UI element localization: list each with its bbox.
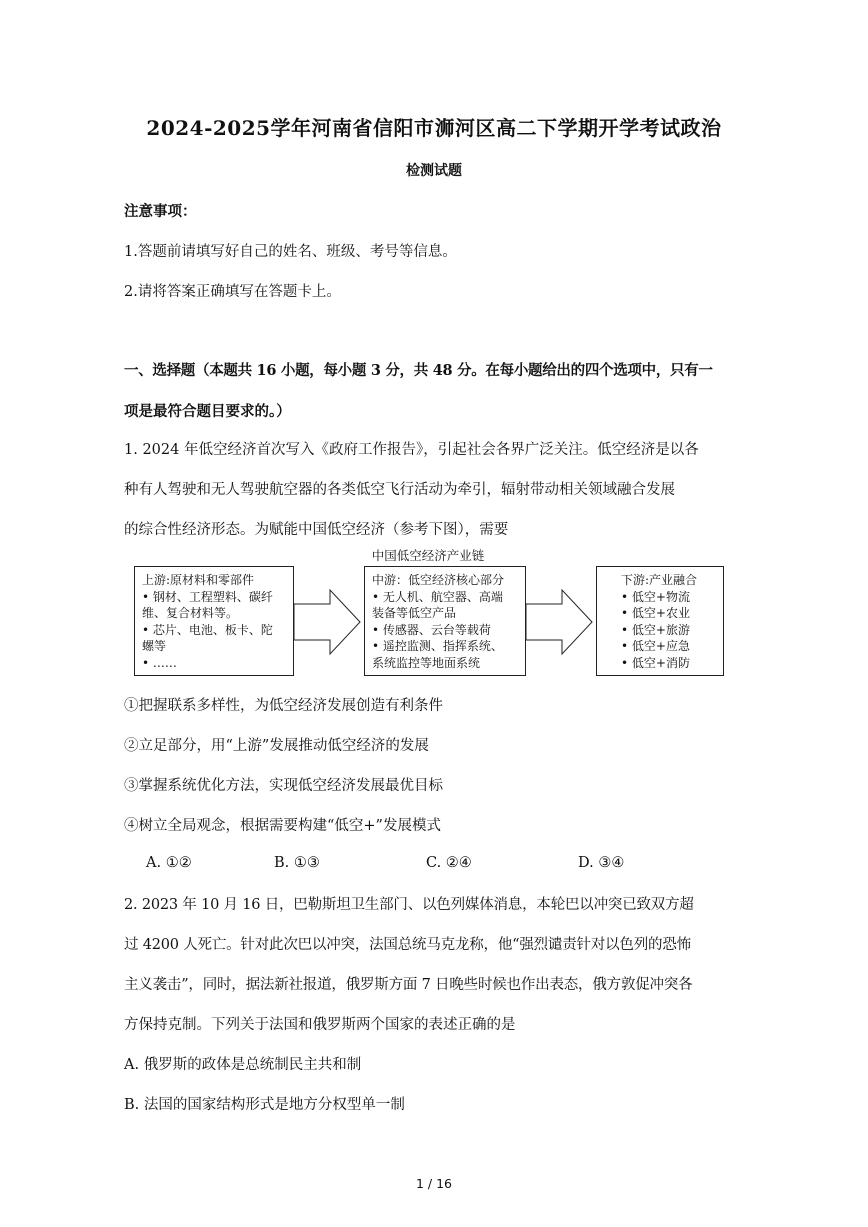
question2-line3: 主义袭击”，同时，据法新社报道，俄罗斯方面 7 日晚些时候也作出表态，俄方敦促冲突各 bbox=[124, 977, 693, 993]
upstream-box bbox=[134, 566, 294, 676]
midstream-line: 中游：低空经济核心部分 bbox=[372, 573, 505, 587]
question2-line2: 过 4200 人死亡。针对此次巴以冲突，法国总统马克龙称，他“强烈谴责针对以色列的恐怖 bbox=[124, 937, 691, 953]
upstream-line: • 芯片、电池、板卡、陀 bbox=[142, 622, 273, 637]
downstream-box bbox=[596, 566, 724, 676]
question2-line1: 2. 2023 年 10 月 16 日，巴勒斯坦卫生部门、以色列媒体消息，本轮巴以冲突已致双方超 bbox=[124, 897, 694, 913]
notice-item-1: 1.答题前请填写好自己的姓名、班级、考号等信息。 bbox=[124, 244, 457, 260]
notice-item-2: 2.请将答案正确填写在答题卡上。 bbox=[124, 284, 341, 300]
upstream-line: 上游:原材料和零部件 bbox=[142, 573, 255, 587]
option-c[interactable]: C. ②④ bbox=[426, 855, 472, 871]
document-subtitle: 检测试题 bbox=[406, 163, 462, 179]
industry-chain-diagram bbox=[124, 546, 732, 680]
midstream-box bbox=[364, 566, 526, 676]
section-heading-line1: 一、选择题（本题共 16 小题，每小题 3 分，共 48 分。在每小题给出的四个选项中，只有一 bbox=[124, 362, 713, 379]
option-a[interactable]: A. ①② bbox=[146, 855, 192, 871]
arrow-right-icon bbox=[526, 588, 596, 656]
page-number: 1 / 16 bbox=[415, 1176, 453, 1191]
notice-heading: 注意事项： bbox=[124, 203, 197, 220]
question1-statement-1: ①把握联系多样性，为低空经济发展创造有利条件 bbox=[124, 698, 443, 714]
downstream-line: • 低空+应急 bbox=[621, 639, 690, 653]
option-d[interactable]: D. ③④ bbox=[578, 855, 625, 871]
question1-statement-2: ②立足部分，用“上游”发展推动低空经济的发展 bbox=[124, 738, 429, 754]
question1-line2: 种有人驾驶和无人驾驶航空器的各类低空飞行活动为牵引，辐射带动相关领域融合发展 bbox=[124, 482, 675, 498]
downstream-line: • 低空+物流 bbox=[621, 589, 690, 604]
question1-statement-3: ③掌握系统优化方法，实现低空经济发展最优目标 bbox=[124, 778, 443, 794]
midstream-line: 装备等低空产品 bbox=[372, 606, 457, 620]
question2-option-b[interactable]: B. 法国的国家结构形式是地方分权型单一制 bbox=[124, 1097, 405, 1113]
downstream-line: • 低空+旅游 bbox=[621, 622, 690, 637]
question2-option-a[interactable]: A. 俄罗斯的政体是总统制民主共和制 bbox=[124, 1057, 362, 1073]
section-heading-line2: 项是最符合题目要求的。） bbox=[124, 403, 291, 420]
midstream-line: 系统监控等地面系统 bbox=[372, 655, 481, 670]
upstream-line: • …… bbox=[142, 655, 177, 670]
question1-line1: 1. 2024 年低空经济首次写入《政府工作报告》，引起社会各界广泛关注。低空经济是以各 bbox=[124, 442, 699, 458]
midstream-line: • 传感器、云台等载荷 bbox=[372, 622, 491, 637]
downstream-line: • 低空+农业 bbox=[621, 606, 690, 620]
question2-line4: 方保持克制。下列关于法国和俄罗斯两个国家的表述正确的是 bbox=[124, 1017, 516, 1033]
downstream-line: 下游:产业融合 bbox=[621, 573, 698, 587]
midstream-line: • 遥控监测、指挥系统、 bbox=[372, 639, 503, 653]
option-b[interactable]: B. ①③ bbox=[274, 855, 320, 871]
upstream-line: • 钢材、工程塑料、碳纤 bbox=[142, 589, 273, 604]
midstream-line: • 无人机、航空器、高端 bbox=[372, 589, 503, 604]
diagram-title: 中国低空经济产业链 bbox=[371, 548, 485, 563]
upstream-line: 维、复合材料等。 bbox=[142, 606, 239, 620]
question1-statement-4: ④树立全局观念，根据需要构建“低空+”发展模式 bbox=[124, 818, 441, 834]
document-title: 2024-2025学年河南省信阳市浉河区高二下学期开学考试政治 bbox=[146, 116, 722, 140]
arrow-right-icon bbox=[294, 588, 364, 656]
upstream-line: 螺等 bbox=[142, 639, 167, 653]
downstream-line: • 低空+消防 bbox=[621, 655, 690, 670]
question1-line3: 的综合性经济形态。为赋能中国低空经济（参考下图），需要 bbox=[124, 522, 509, 538]
